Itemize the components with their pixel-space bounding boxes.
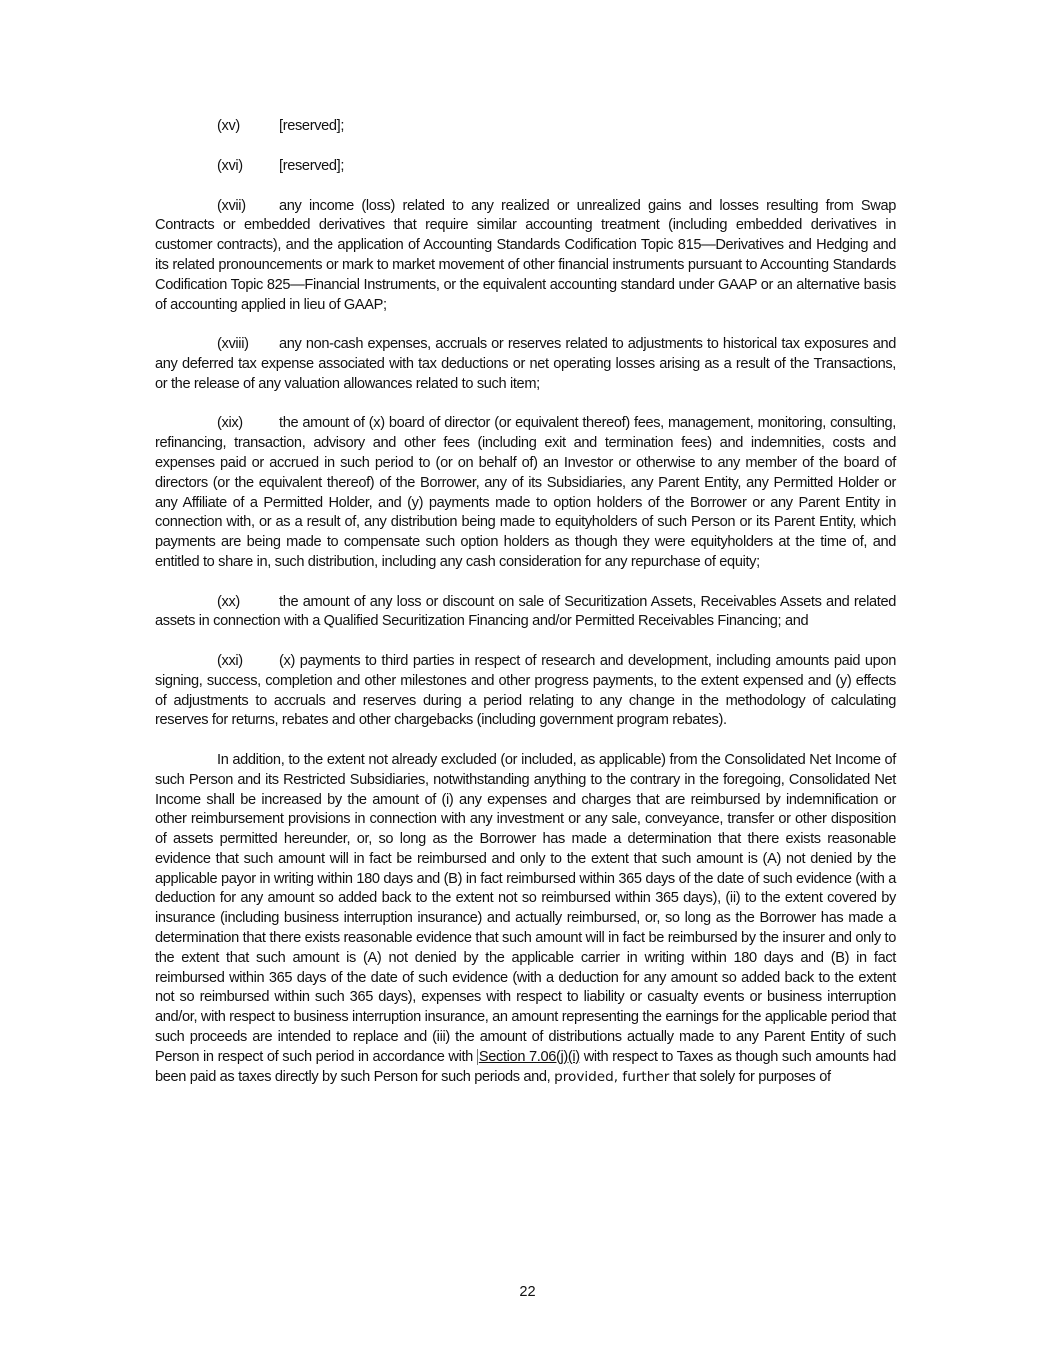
closing-text-middle: with respect to Taxes as though such amounts had been paid as taxes directly by such Person for such periods and, bbox=[155, 1048, 896, 1085]
proviso-phrase: provided, further bbox=[554, 1068, 670, 1085]
clause-number: (xv) bbox=[217, 118, 240, 134]
clause-xvi bbox=[155, 157, 896, 177]
clause-xviii bbox=[155, 335, 896, 394]
clause-text: [reserved]; bbox=[279, 157, 345, 174]
clause-text: the amount of any loss or discount on sale of Securitization Assets, Receivables Assets and related assets in connection with a Qualified Securitization Financing and/or Permitted Receivables Financing; and bbox=[155, 593, 896, 630]
closing-text-end: that solely for purposes of bbox=[669, 1068, 831, 1085]
clause-number: (xvi) bbox=[217, 157, 243, 174]
clause-text: any income (loss) related to any realized or unrealized gains and losses resulting from Swap Contracts or embedded derivatives that require similar accounting treatment (including embedded derivatives in customer contracts), and the application of Accounting Standards Codification Topic 815—Derivatives and Hedging and its related pronouncements or mark to market movement of other financial instruments pursuant to Accounting Standards Codification Topic 825—Financial Instruments, or the equivalent accounting standard under GAAP or an alternative basis of accounting applied in lieu of GAAP; bbox=[155, 197, 896, 313]
clause-number: (xx) bbox=[217, 593, 240, 610]
clause-number: (xix) bbox=[217, 415, 243, 432]
clause-xx bbox=[155, 593, 896, 633]
clause-xix bbox=[155, 414, 896, 572]
clause-xvii bbox=[155, 197, 896, 316]
clause-number: (xxi) bbox=[217, 652, 243, 669]
clause-text: the amount of (x) board of director (or equivalent thereof) fees, management, monitoring, consulting, refinancing, transaction, advisory and other fees (including exit and termination fees) and indemnities, costs and expenses paid or accrued in such period to (or on behalf of) an Investor or otherwise to any member of the board of directors (or the equivalent thereof) of the Borrower, any of its Subsidiaries, any Parent Entity, any Permitted Holder or any Affiliate of a Permitted Holder, and (y) payments made to option holders of the Borrower or any Parent Entity in connection with, or as a result of, any distribution being made to equityholders of such Person or its Parent Entity, which payments are being made to compensate such option holders as though they were equityholders at the time of, and entitled to share in, such distribution, including any cash consideration for any repurchase of equity; bbox=[155, 415, 896, 570]
closing-paragraph bbox=[155, 751, 896, 1088]
clause-xxi bbox=[155, 652, 896, 731]
clause-number: (xviii) bbox=[217, 336, 249, 353]
document-page bbox=[155, 117, 896, 1107]
page-number: 22 bbox=[519, 1284, 536, 1300]
clause-number: (xvii) bbox=[217, 197, 246, 214]
clause-text: any non-cash expenses, accruals or reserves related to adjustments to historical tax exposures and any deferred tax expense associated with tax deductions or net operating losses arising as a result of the Transactions, or the release of any valuation allowances related to such item; bbox=[155, 336, 896, 392]
section-cross-reference-link[interactable]: Section 7.06(j)(i) bbox=[478, 1048, 580, 1065]
closing-text-start: In addition, to the extent not already excluded (or included, as applicable) from the Consolidated Net Income of such Person and its Restricted Subsidiaries, notwithstanding anything to the contrary in the foregoing, Consolidated Net Income shall be increased by the amount of (i) any expenses and charges that are reimbursed by indemnification or other reimbursement provisions in connection with any investment or any sale, conveyance, transfer or other disposition of assets permitted hereunder, or, so long as the Borrower has made a determination that there exists reasonable evidence that such amount will in fact be reimbursed and only to the extent that such amount is (A) not denied by the applicable payor in writing within 180 days and (B) in fact reimbursed within 365 days of the date of such evidence (with a deduction for any amount so added back to the extent not so reimbursed within 365 days), (ii) to the extent covered by insurance (including business interruption insurance) and actually reimbursed, or, so long as the Borrower has made a determination that there exists reasonable evidence that such amount will in fact be reimbursed by the insurer and only to the extent that such amount is (A) not denied by the applicable carrier in writing within 180 days and (B) in fact reimbursed within 365 days of the date of such evidence (with a deduction for any amount so added back to the extent not so reimbursed within such 365 days), expenses with respect to liability or casualty events or business interruption and/or, with respect to business interruption insurance, an amount representing the earnings for the applicable period that such proceeds are intended to replace and (iii) the amount of distributions actually made to any Parent Entity of such Person in respect of such period in accordance with bbox=[155, 751, 896, 1065]
clause-xv bbox=[155, 117, 896, 137]
clause-text: [reserved]; bbox=[279, 118, 345, 134]
clause-text: (x) payments to third parties in respect of research and development, including amounts paid upon signing, success, completion and other milestones and other progress payments, to the extent expensed and (y) effects of adjustments to accruals and reserves during a period relating to any change in the methodology of calculating reserves for returns, rebates and other chargebacks (including government program rebates). bbox=[155, 652, 896, 729]
